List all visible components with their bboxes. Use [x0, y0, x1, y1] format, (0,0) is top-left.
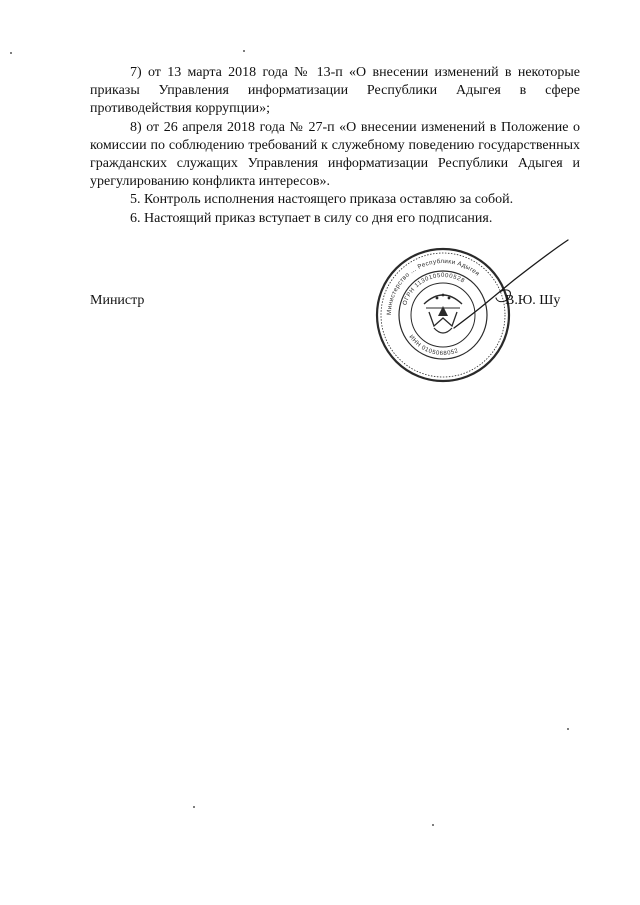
scan-speck — [243, 50, 245, 52]
handwritten-signature — [440, 232, 580, 332]
scan-speck — [432, 824, 434, 826]
paragraph-item-8: 8) от 26 апреля 2018 года № 27-п «О внесении изменений в Положение о комиссии по соблюдению требований к служебному поведению государственных гражданских служащих Управления информатизации Республики Адыгея и урегулированию конфликта интересов». — [90, 119, 580, 190]
scan-speck — [567, 728, 569, 730]
signatory-name: В.Ю. Шу — [505, 293, 561, 308]
seal-outer-text: Министерство ... Республики Адыгея — [385, 257, 481, 316]
scan-speck — [10, 52, 12, 54]
paragraph-clause-6: 6. Настоящий приказ вступает в силу со дня его подписания. — [130, 210, 493, 226]
signatory-position: Министр — [90, 293, 145, 308]
scan-speck — [193, 806, 195, 808]
seal-lower-text: ИНН 0105068052 — [407, 334, 460, 358]
paragraph-item-7: 7) от 13 марта 2018 года № 13-п «О внесении изменений в некоторые приказы Управления информатизации Республики Адыгея в сфере противодействия коррупции»; — [90, 65, 580, 117]
seal-inner-text: ОГРН 1130105000528 — [402, 272, 466, 307]
paragraph-clause-5: 5. Контроль исполнения настоящего приказа оставляю за собой. — [130, 192, 514, 208]
